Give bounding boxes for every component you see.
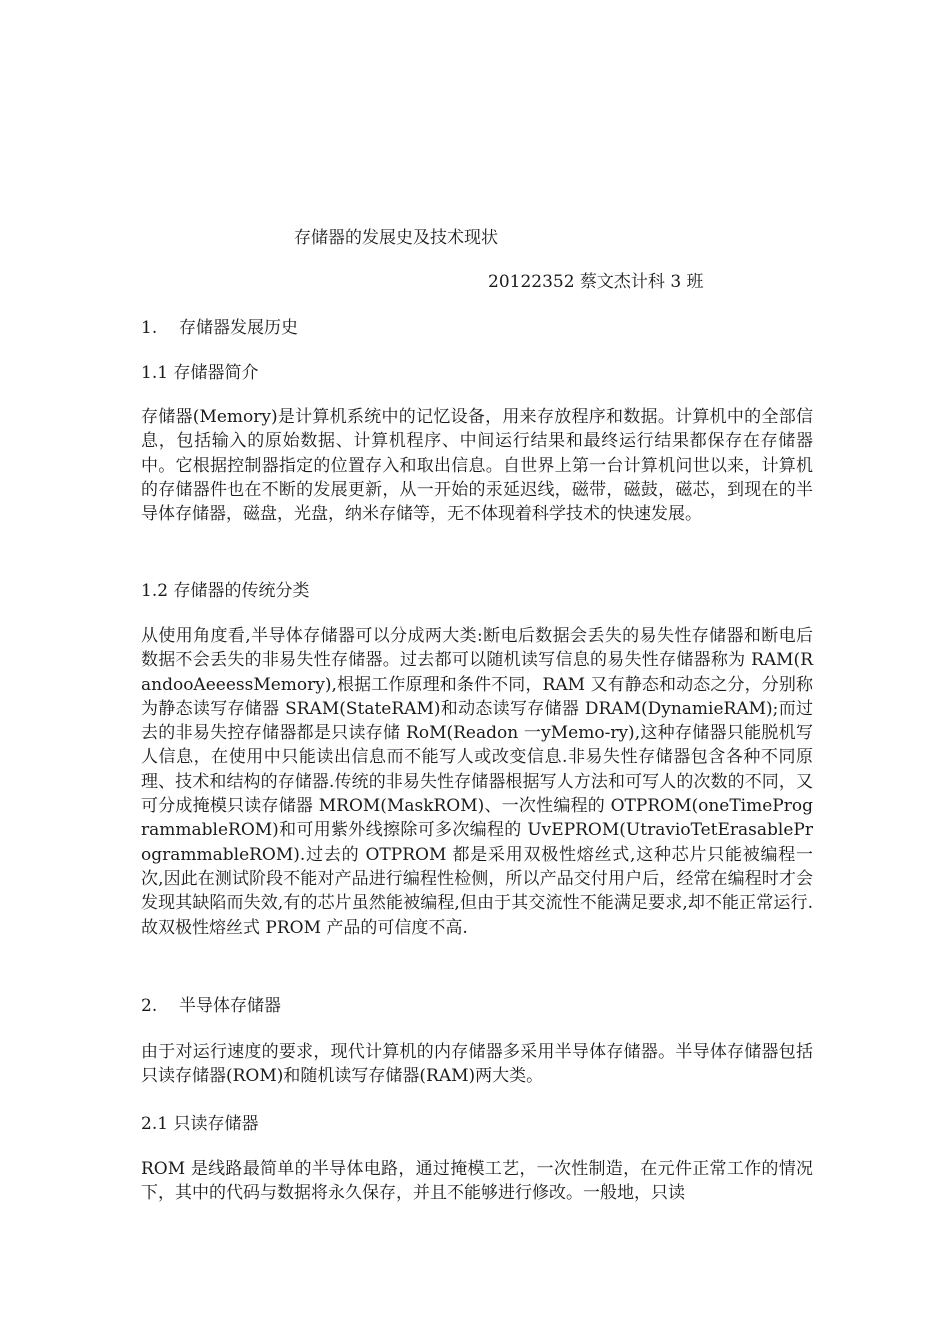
document-title: 存储器的发展史及技术现状 xyxy=(294,228,498,248)
section-1-number: 1. xyxy=(141,318,158,338)
author-line: 20122352 蔡文杰计科 3 班 xyxy=(488,272,704,292)
section-2-number: 2. xyxy=(141,996,158,1016)
section-2-1-paragraph: ROM 是线路最简单的半导体电路，通过掩模工艺，一次性制造，在元件正常工作的情况下，其中的代码与数据将永久保存，并且不能够进行修改。一般地，只读 xyxy=(141,1159,813,1204)
section-2-1-heading: 2.1 只读存储器 xyxy=(141,1114,259,1134)
section-2-title: 半导体存储器 xyxy=(179,996,281,1016)
section-2-paragraph: 由于对运行速度的要求，现代计算机的内存储器多采用半导体存储器。半导体存储器包括只读存储器(ROM)和随机读写存储器(RAM)两大类。 xyxy=(141,1042,813,1087)
section-1-1-paragraph: 存储器(Memory)是计算机系统中的记忆设备，用来存放程序和数据。计算机中的全部信息，包括输入的原始数据、计算机程序、中间运行结果和最终运行结果都保存在存储器中。它根据控制器指定的位置存入和取出信息。自世界上第一台计算机问世以来，计算机的存储器件也在不断的发展更新，从一开始的汞延迟线，磁带，磁鼓，磁芯，到现在的半导体存储器，磁盘，光盘，纳米存储等，无不体现着科学技术的快速发展。 xyxy=(141,407,813,525)
section-1-heading xyxy=(141,316,298,340)
section-1-2-paragraph: 从使用角度看,半导体存储器可以分成两大类:断电后数据会丢失的易失性存储器和断电后数据不会丢失的非易失性存储器。过去都可以随机读写信息的易失性存储器称为 RAM(RandooAeeessMemory),根据工作原理和条件不同，RAM 又有静态和动态之分，分别称为静态读写存储器 SRAM(StateRAM)和动态读写存储器 DRAM(DynamieRAM);而过去的非易失控存储器都是只读存储 RoM(Readon 一yMemo-ry),这种存储器只能脱机写人信息，在使用中只能读出信息而不能写人或改变信息.非易失性存储器包含各种不同原理、技术和结构的存储器.传统的非易失性存储器根据写人方法和可写人的次数的不同，又可分成掩模只读存储器 MROM(MaskROM)、一次性编程的 OTPROM(oneTimeProgrammableROM)和可用紫外线擦除可多次编程的 UvEPROM(UtravioTetErasableProgrammableROM).过去的 OTPROM 都是采用双极性熔丝式,这种芯片只能被编程一次,因此在测试阶段不能对产品进行编程性检侧，所以产品交付用户后，经常在编程时才会发现其缺陷而失效,有的芯片虽然能被编程,但由于其交流性不能满足要求,却不能正常运行.故双极性熔丝式 PROM 产品的可信度不高. xyxy=(141,626,813,938)
section-1-2-heading: 1.2 存储器的传统分类 xyxy=(141,581,310,601)
section-1-title: 存储器发展历史 xyxy=(179,318,298,338)
section-2-heading xyxy=(141,994,281,1018)
section-1-1-heading: 1.1 存储器简介 xyxy=(141,363,259,383)
